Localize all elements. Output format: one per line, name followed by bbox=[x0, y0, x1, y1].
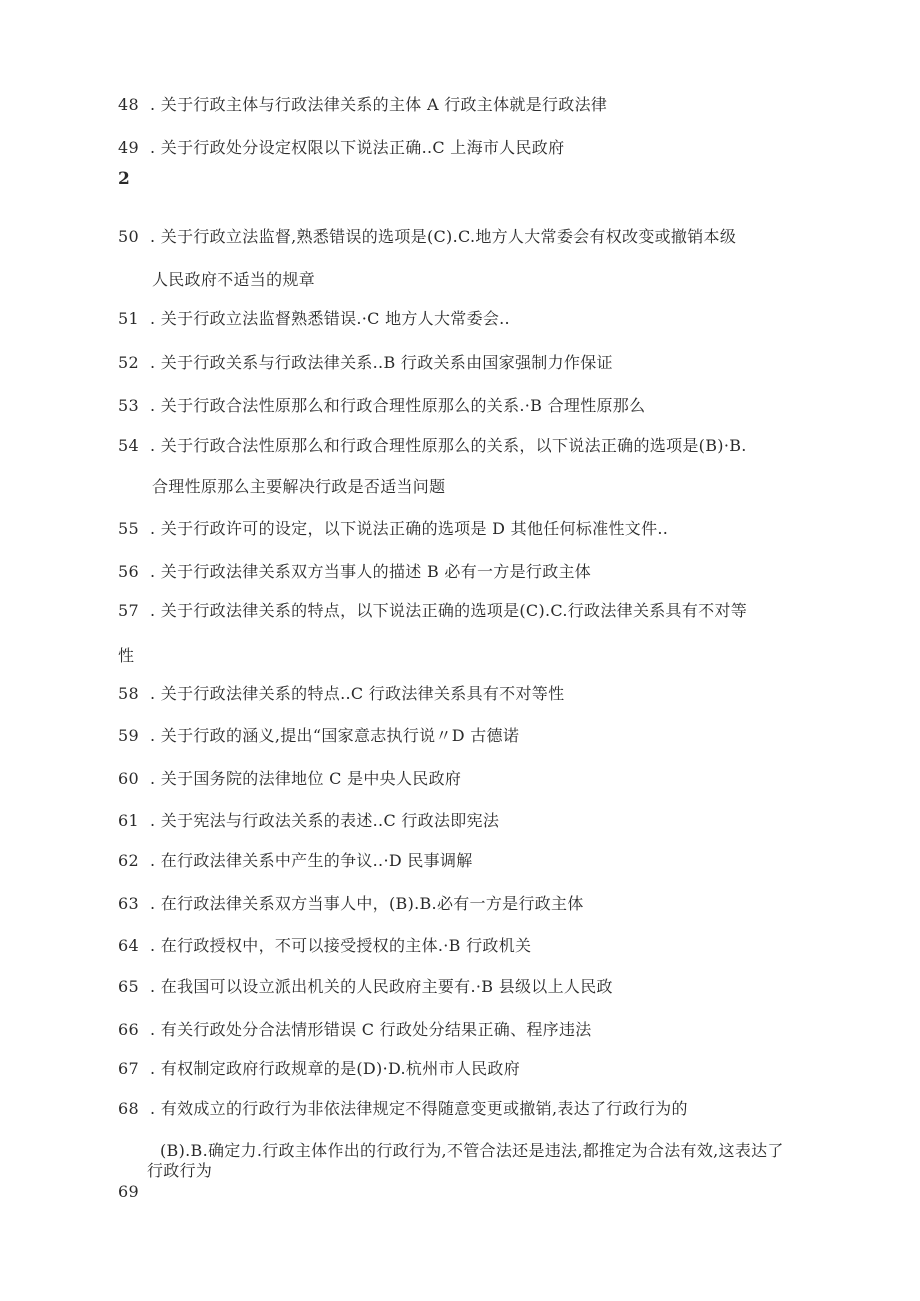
question-number: 51 bbox=[118, 309, 139, 328]
question-text: . 关于行政主体与行政法律关系的主体 A 行政主体就是行政法律 bbox=[150, 95, 608, 114]
question-line-61 bbox=[118, 812, 499, 830]
question-line-52 bbox=[118, 354, 613, 372]
question-text: . 关于行政立法监督,熟悉错误的选项是(C).C.地方人大常委会有权改变或撤销本级 bbox=[150, 227, 737, 246]
question-line-57 bbox=[118, 602, 747, 620]
question-text: . 关于行政的涵义,提出“国家意志执行说〃D 古德诺 bbox=[150, 726, 520, 745]
question-text: . 在行政法律关系中产生的争议..·D 民事调解 bbox=[150, 851, 473, 870]
question-line-66 bbox=[118, 1021, 592, 1039]
question-number: 68 bbox=[118, 1099, 139, 1118]
question-text: . 关于行政许可的设定，以下说法正确的选项是 D 其他任何标准性文件.. bbox=[150, 519, 669, 538]
question-line-62 bbox=[118, 852, 473, 870]
question-line-51 bbox=[118, 310, 510, 328]
question-text: . 关于行政立法监督熟悉错误.·C 地方人大常委会.. bbox=[150, 309, 510, 328]
question-line-49 bbox=[118, 139, 564, 157]
question-line-64 bbox=[118, 937, 531, 955]
question-number: 62 bbox=[118, 851, 139, 870]
question-text: . 关于宪法与行政法关系的表述..C 行政法即宪法 bbox=[150, 811, 500, 830]
question-text: . 关于行政处分设定权限以下说法正确..C 上海市人民政府 bbox=[150, 138, 565, 157]
question-line-59 bbox=[118, 727, 519, 745]
question-line-63 bbox=[118, 895, 584, 913]
question-line-53 bbox=[118, 397, 645, 415]
question-number: 57 bbox=[118, 601, 139, 620]
question-text: . 在我国可以设立派出机关的人民政府主要有.·B 县级以上人民政 bbox=[150, 977, 613, 996]
question-text: . 关于行政合法性原那么和行政合理性原那么的关系.·B 合理性原那么 bbox=[150, 396, 646, 415]
question-line-60 bbox=[118, 770, 461, 788]
question-number: 67 bbox=[118, 1059, 139, 1078]
question-number: 60 bbox=[118, 769, 139, 788]
question-number: 50 bbox=[118, 227, 139, 246]
question-text: . 关于国务院的法律地位 C 是中央人民政府 bbox=[150, 769, 462, 788]
question-number: 64 bbox=[118, 936, 139, 955]
question-text: . 关于行政法律关系双方当事人的描述 B 必有一方是行政主体 bbox=[150, 562, 592, 581]
question-number: 55 bbox=[118, 519, 139, 538]
question-number: 66 bbox=[118, 1020, 139, 1039]
question-number: 65 bbox=[118, 977, 139, 996]
question-number: 52 bbox=[118, 353, 139, 372]
question-line-56 bbox=[118, 563, 591, 581]
question-number: 59 bbox=[118, 726, 139, 745]
question-number: 56 bbox=[118, 562, 139, 581]
question-text: . 关于行政法律关系的特点..C 行政法律关系具有不对等性 bbox=[150, 684, 565, 703]
question-number: 58 bbox=[118, 684, 139, 703]
question-line-58 bbox=[118, 685, 564, 703]
question-line-50-continuation: 人民政府不适当的规章 bbox=[152, 270, 316, 289]
question-number: 49 bbox=[118, 138, 139, 157]
question-number: 61 bbox=[118, 811, 139, 830]
question-text: . 有效成立的行政行为非依法律规定不得随意变更或撤销,表达了行政行为的 bbox=[150, 1099, 688, 1118]
question-number: 54 bbox=[118, 436, 139, 455]
question-line-55 bbox=[118, 520, 668, 538]
question-text: . 关于行政法律关系的特点，以下说法正确的选项是(C).C.行政法律关系具有不对等 bbox=[150, 601, 748, 620]
question-line-69: 69 bbox=[118, 1182, 139, 1201]
question-text: . 有权制定政府行政规章的是(D)·D.杭州市人民政府 bbox=[150, 1059, 521, 1078]
question-text: . 有关行政处分合法情形错误 C 行政处分结果正确、程序违法 bbox=[150, 1020, 592, 1039]
question-text: . 关于行政合法性原那么和行政合理性原那么的关系，以下说法正确的选项是(B)·B. bbox=[150, 436, 747, 455]
question-text: . 关于行政关系与行政法律关系..B 行政关系由国家强制力作保证 bbox=[150, 353, 613, 372]
question-line-48 bbox=[118, 96, 607, 114]
page-number: 2 bbox=[118, 169, 131, 189]
question-number: 53 bbox=[118, 396, 139, 415]
question-line-50 bbox=[118, 228, 736, 246]
question-number: 48 bbox=[118, 95, 139, 114]
question-line-67 bbox=[118, 1060, 520, 1078]
question-line-57-continuation: 性 bbox=[118, 646, 135, 665]
question-number: 63 bbox=[118, 894, 139, 913]
question-line-65 bbox=[118, 978, 613, 996]
question-text: . 在行政授权中，不可以接受授权的主体.·B 行政机关 bbox=[150, 936, 532, 955]
question-text: . 在行政法律关系双方当事人中，(B).B.必有一方是行政主体 bbox=[150, 894, 584, 913]
question-line-68-continuation: (B).B.确定力.行政主体作出的行政行为,不管合法还是违法,都推定为合法有效,这表达了 bbox=[160, 1141, 784, 1160]
question-line-68 bbox=[118, 1100, 688, 1118]
question-line-68-continuation-2: 行政行为 bbox=[147, 1161, 213, 1180]
question-line-54-continuation: 合理性原那么主要解决行政是否适当问题 bbox=[152, 477, 446, 496]
question-line-54 bbox=[118, 437, 747, 455]
